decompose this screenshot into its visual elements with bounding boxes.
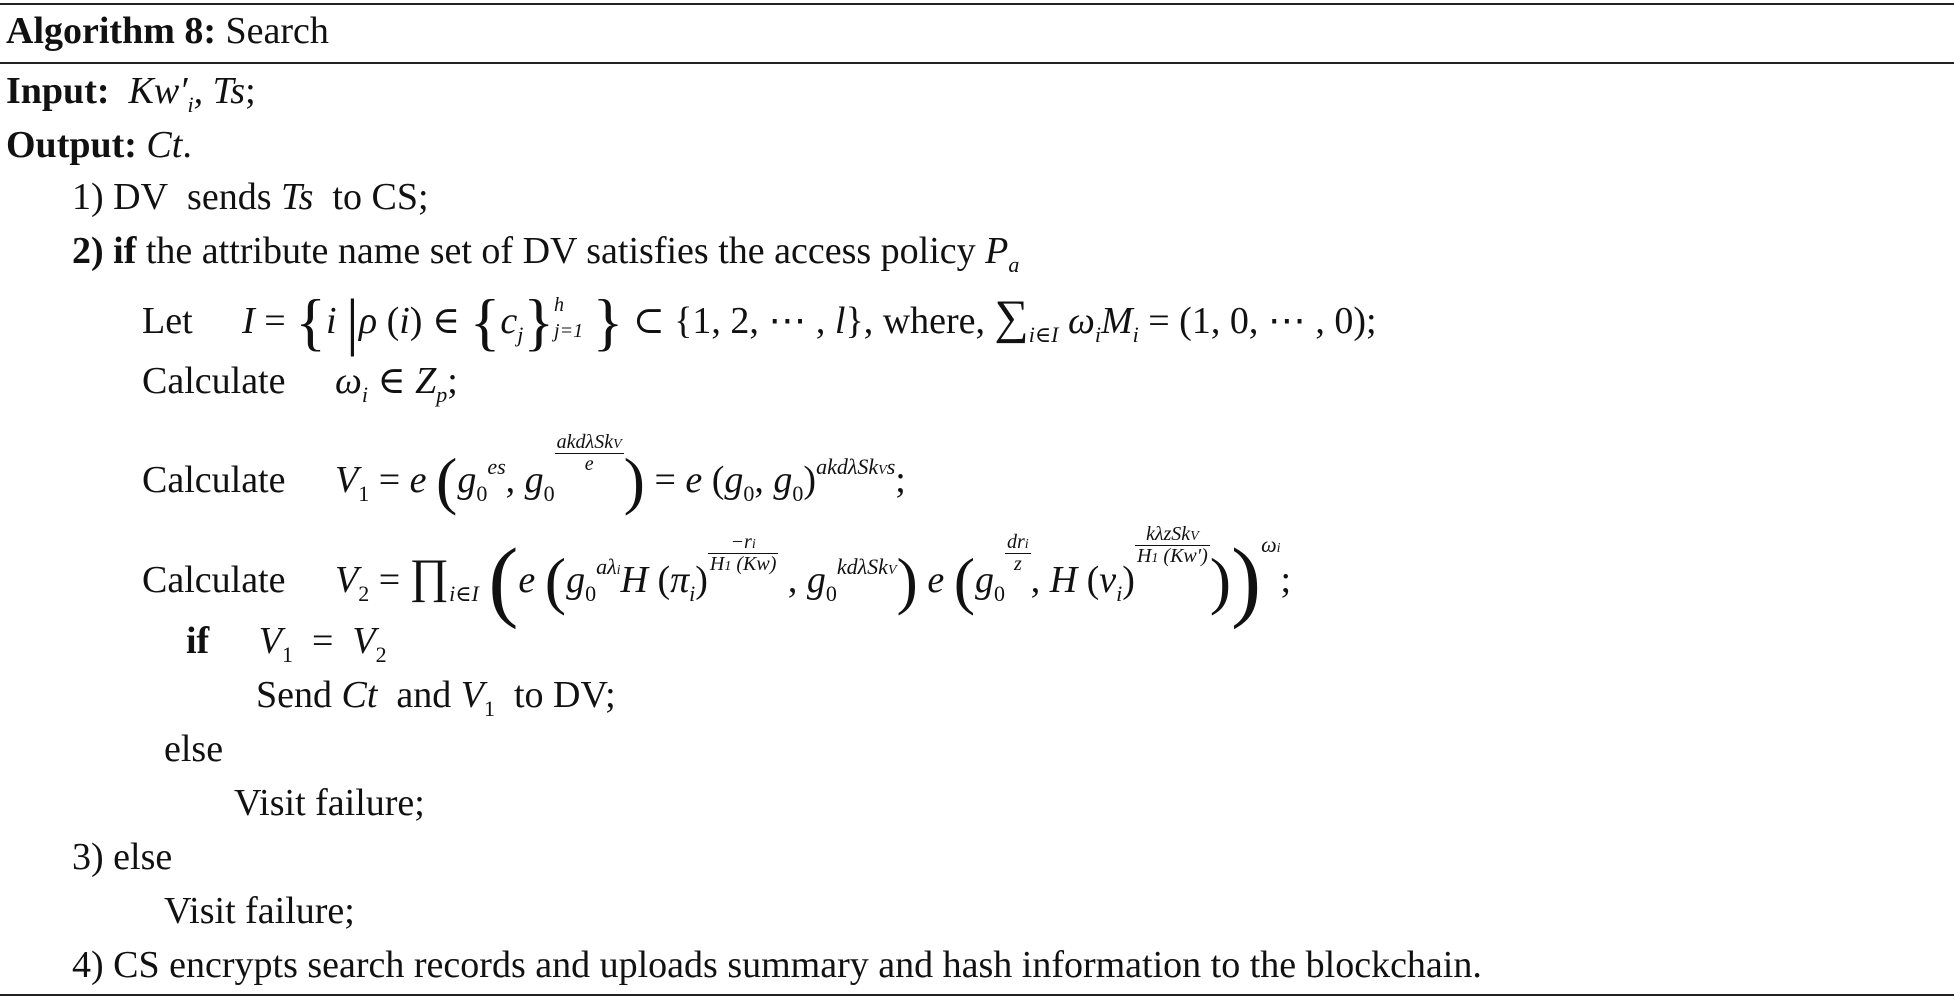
inner-else: else <box>164 728 224 770</box>
algorithm-title <box>6 12 329 50</box>
calculate-label: Calculate <box>142 559 286 601</box>
output-label: Output: <box>6 124 137 166</box>
calculate-label: Calculate <box>142 360 286 402</box>
step-4: 4) CS encrypts search records and uploads summary and hash information to the blockchain. <box>72 944 1482 986</box>
step-2-if: if <box>113 230 137 272</box>
let-line <box>142 286 1377 357</box>
input-label: Input: <box>6 70 110 112</box>
calculate-omega: Calculate $\omega_i$ ∈ $Z_p$; <box>142 360 458 407</box>
top-rule <box>0 3 1954 5</box>
step-2: 2) if the attribute name set of DV satisfies the access policy $P_a$ <box>72 230 1020 277</box>
step-1: 1) DV sends Ts to CS; <box>72 176 429 218</box>
output-value: Ct <box>146 124 183 166</box>
bottom-rule <box>0 994 1954 996</box>
inner-if-keyword: if <box>186 620 210 662</box>
algorithm-label: Algorithm 8: <box>6 10 217 52</box>
send-line: Send Ct and $V_1$ to DV; <box>256 674 616 721</box>
inner-if: if $V_1 = V_2$ <box>186 620 387 667</box>
visit-failure-1: Visit failure; <box>234 782 425 824</box>
algorithm-name: Search <box>225 10 329 52</box>
visit-failure-2: Visit failure; <box>164 890 355 932</box>
input-value: $Kw'_i$, Ts <box>119 70 246 117</box>
calculate-v2: Calculate $V_2$ = $\prod_{i\in I}$ (e ($g_0^{a\lambda i}H$ $(\pi_i)$ $\frac{-ri}{H1 (Kw)}$ , $g_0^{kd\lambda SkV}$) e ($g_0$ $\frac{\text{dri}}{z}$ , H $(v_i)$ $\frac{\text{kλzSkV}}{H1 (Kw')}$ ))$^{\omega i}$; <box>142 523 1292 630</box>
calculate-label: Calculate <box>142 459 286 501</box>
title-rule <box>0 62 1954 64</box>
input-line: Input: $Kw'_i$, Ts; <box>6 70 256 117</box>
let-expression: I = {i |ρ (i) ∈ $\{c_j\}$ h j=1 } ⊂ {1, 2, ⋯ , l}, where, $\sum_{i\in I}$ $\omega_iM_i = (1$, 0, ⋯ , 0); <box>242 286 1377 357</box>
output-line: Output: Ct. <box>6 124 192 166</box>
step-3: 3) else <box>72 836 173 878</box>
calculate-v1: Calculate $V_1 = e$ ($g_0^{es}$, $g_0$ $\frac{\text{akdλSkV}}{e}$ ) = e ($g_0$, $g_0)^{akd\lambda SkVs}$; <box>142 431 906 516</box>
step-2-number: 2) <box>72 230 104 272</box>
let-label: Let <box>142 300 193 342</box>
